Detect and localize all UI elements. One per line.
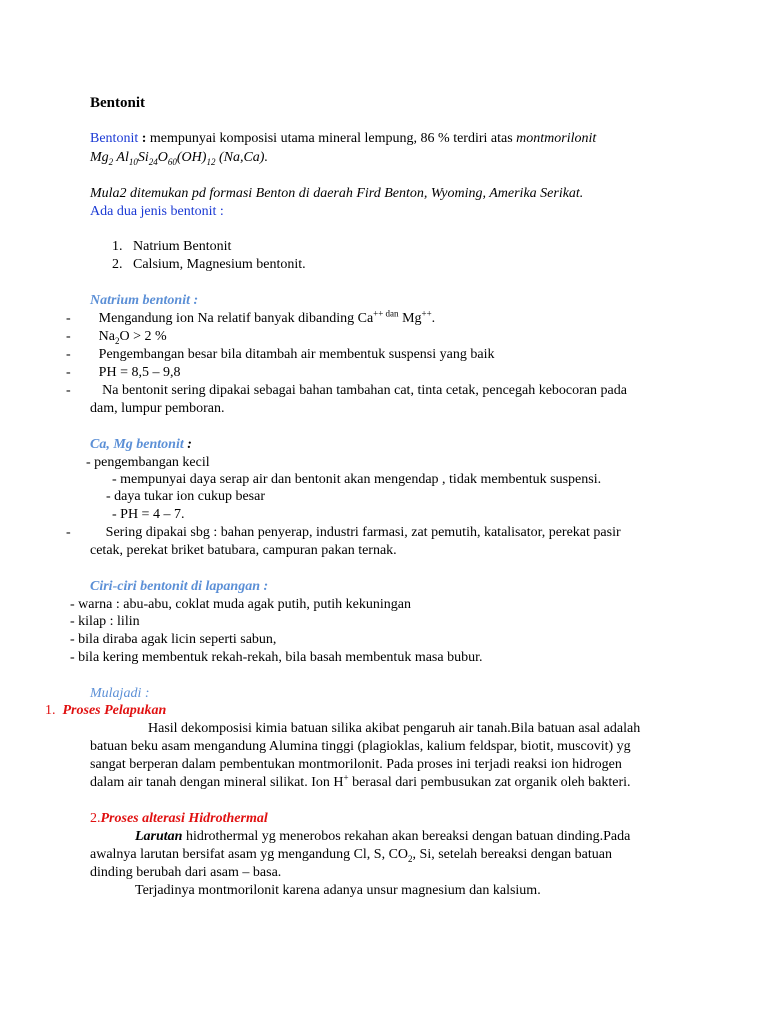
type-num: 2. <box>112 257 123 272</box>
intro-colon: : <box>138 131 147 146</box>
process-2-line-2 <box>90 846 612 864</box>
natrium-item-text: Mg <box>398 311 422 326</box>
camg-colon: : <box>183 437 192 452</box>
camg-heading <box>90 436 192 454</box>
type-label: Calsium, Magnesium bentonit. <box>133 257 306 272</box>
field-line-2: - kilap : lilin <box>70 614 140 629</box>
type-item-1 <box>112 238 231 256</box>
intro-formula <box>90 149 268 167</box>
formula-oh-n: 12 <box>206 156 216 167</box>
process-title: Proses Pelapukan <box>62 703 167 718</box>
natrium-item-5: - Na bentonit sering dipakai sebagai bahan tambahan cat, tinta cetak, pencegah kebocoran pada <box>66 383 627 398</box>
process-text-emph: Larutan <box>135 829 183 844</box>
process-1-line-4 <box>90 774 631 792</box>
origin-process-1-title <box>45 702 166 720</box>
process-text: dalam air tanah dengan mineral silikat. Ion H <box>90 775 344 790</box>
process-2-line-3: dinding berubah dari asam – basa. <box>90 865 282 880</box>
process-text: awalnya larutan bersifat asam yg mengandung Cl, S, CO <box>90 847 409 862</box>
process-text: , Si, setelah bereaksi dengan batuan <box>412 847 612 862</box>
origin-heading: Mulajadi : <box>90 686 150 701</box>
formula-oh: (OH) <box>176 150 207 165</box>
camg-line-3: - daya tukar ion cukup besar <box>106 489 265 504</box>
camg-heading-text: Ca, Mg bentonit <box>90 437 184 452</box>
formula-rest: (Na,Ca). <box>215 150 268 165</box>
process-num: 2. <box>90 811 101 826</box>
process-text: berasal dari pembusukan zat organik oleh bakteri. <box>348 775 631 790</box>
natrium-item-2: - $Na_2O > 2$ % <box>66 329 167 346</box>
formula-si-n: 24 <box>148 156 158 167</box>
natrium-item-text: Na bentonit sering dipakai sebagai bahan tambahan cat, tinta cetak, pencegah kebocoran pada <box>102 383 627 398</box>
camg-line-1: - pengembangan kecil <box>86 455 210 470</box>
camg-line-5-text: Sering dipakai sbg : bahan penyerap, industri farmasi, zat pemutih, katalisator, perekat pasir <box>105 525 621 540</box>
camg-line-5: - Sering dipakai sbg : bahan penyerap, industri farmasi, zat pemutih, katalisator, perekat pasir <box>66 525 621 540</box>
formula-mg: Mg <box>90 150 109 165</box>
intro-mineral: montmorilonit <box>516 131 597 146</box>
process-2-line-4: Terjadinya montmorilonit karena adanya unsur magnesium dan kalsium. <box>135 883 541 898</box>
formula-si: Si <box>137 150 149 165</box>
formula-o: O <box>157 150 168 165</box>
process-1-line-1: Hasil dekomposisi kimia batuan silika akibat pengaruh air tanah.Bila batuan asal adalah <box>148 721 641 736</box>
types-heading: Ada dua jenis bentonit : <box>90 204 224 219</box>
natrium-item-text: O > 2 % <box>119 329 167 344</box>
natrium-item-4: - PH = 8,5 – 9,8 <box>66 365 181 380</box>
natrium-item-3: - Pengembangan besar bila ditambah air membentuk suspensi yang baik <box>66 347 495 362</box>
camg-line-2: - mempunyai daya serap air dan bentonit akan mengendap , tidak membentuk suspensi. <box>112 472 602 487</box>
discovery-text: Mula2 ditemukan pd formasi Benton di daerah Fird Benton, Wyoming, Amerika Serikat. <box>90 186 584 201</box>
process-2-line-1 <box>135 828 630 846</box>
process-num: 1. <box>45 703 56 718</box>
natrium-item-sub: 2 <box>115 335 120 346</box>
process-1-line-2: batuan beku asam mengandung Alumina tinggi (plagioklas, kalium feldspar, biotit, muscovit) yg <box>90 739 631 754</box>
field-line-1: - warna : abu-abu, coklat muda agak putih, putih kekuningan <box>70 597 411 612</box>
natrium-item-text: Na <box>98 329 115 344</box>
natrium-item-5-cont: dam, lumpur pemboran. <box>90 401 225 416</box>
formula-al: Al <box>113 150 129 165</box>
natrium-heading: Natrium bentonit : <box>90 293 199 308</box>
page-title: Bentonit <box>90 95 146 111</box>
natrium-item-text: Pengembangan besar bila ditambah air membentuk suspensi yang baik <box>98 347 495 362</box>
type-label: Natrium Bentonit <box>133 239 232 254</box>
formula-mg-n: 2 <box>108 156 114 167</box>
camg-line-5-cont: cetak, perekat briket batubara, campuran pakan ternak. <box>90 543 397 558</box>
type-num: 1. <box>112 239 123 254</box>
process-text: hidrothermal yg menerobos rekahan akan bereaksi dengan batuan dinding.Pada <box>182 829 631 844</box>
field-heading: Ciri-ciri bentonit di lapangan : <box>90 579 269 594</box>
natrium-item-text: . <box>431 311 436 326</box>
field-line-3: - bila diraba agak licin seperti sabun, <box>70 632 277 647</box>
intro-line-1 <box>90 130 596 148</box>
process-1-line-3: sangat berperan dalam pembentukan montmorilonit. Pada proses ini terjadi reaksi ion hidrogen <box>90 757 622 772</box>
process-sup: + <box>343 772 349 783</box>
natrium-item-text: Mengandung ion Na relatif banyak dibanding Ca <box>98 311 374 326</box>
formula-o-n: 60 <box>167 156 177 167</box>
natrium-item-sup: ++ <box>421 308 432 319</box>
process-title: Proses alterasi Hidrothermal <box>100 811 268 826</box>
origin-process-2-title <box>90 810 268 828</box>
natrium-item-text: PH = 8,5 – 9,8 <box>98 365 181 380</box>
natrium-item-1: - Mengandung ion Na relatif banyak dibanding $Ca^{++ dan}$ Mg++. <box>66 308 436 326</box>
field-line-4: - bila kering membentuk rekah-rekah, bila basah membentuk masa bubur. <box>70 650 483 665</box>
intro-text: mempunyai komposisi utama mineral lempung, 86 % terdiri atas <box>146 131 517 146</box>
formula-al-n: 10 <box>128 156 138 167</box>
process-sub: 2 <box>408 853 413 864</box>
natrium-item-sup: ++ dan <box>373 308 399 319</box>
intro-term: Bentonit <box>90 131 139 146</box>
camg-line-4: - PH = 4 – 7. <box>112 507 185 522</box>
type-item-2 <box>112 256 306 274</box>
